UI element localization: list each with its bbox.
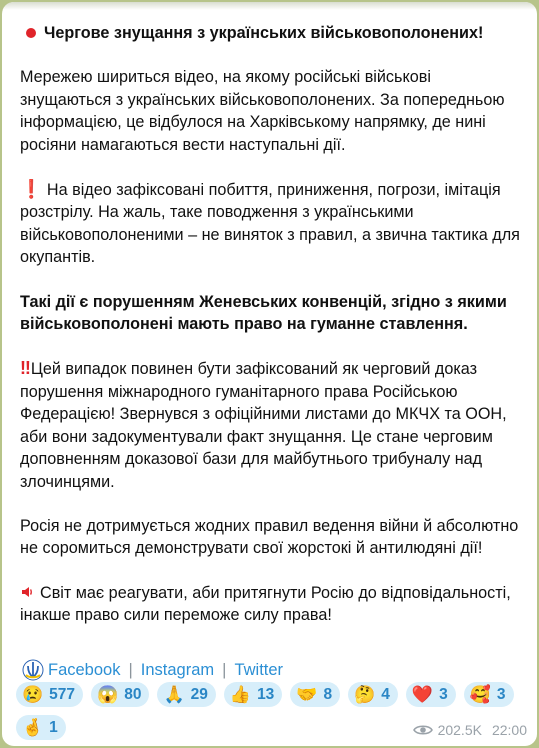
red-heart-icon: ❤️ <box>411 684 434 704</box>
post-title-line <box>20 22 525 44</box>
screaming-face-icon: 😱 <box>97 684 119 704</box>
reaction-count: 29 <box>190 685 208 703</box>
message-meta <box>413 722 527 738</box>
reaction-screaming[interactable] <box>91 682 149 707</box>
smiling-face-hearts-icon: 🥰 <box>469 684 491 704</box>
paragraph-2-container <box>20 178 525 269</box>
paragraph-2: На відео зафіксовані побиття, приниження, погрози, імітація розстрілу. На жаль, таке поводження з українськими військовополоненими – не виняток з правил, а звична тактика для окупантів. <box>20 181 520 267</box>
double-exclamation-icon: ‼ <box>20 358 29 379</box>
reaction-crying[interactable] <box>16 682 83 707</box>
reaction-count: 577 <box>49 685 76 703</box>
reaction-thumbs-up[interactable] <box>224 682 282 707</box>
paragraph-4-container <box>20 357 525 492</box>
separator: | <box>222 660 227 679</box>
message-text[interactable] <box>20 22 525 649</box>
view-count: 202.5K <box>437 722 482 738</box>
separator: | <box>128 660 133 679</box>
reaction-count: 80 <box>124 685 142 703</box>
trident-logo-icon <box>22 659 44 681</box>
eye-icon <box>413 723 433 737</box>
reaction-count: 1 <box>49 718 58 736</box>
reaction-count: 8 <box>323 685 333 703</box>
reaction-count: 3 <box>439 685 448 703</box>
facebook-link[interactable]: Facebook <box>48 660 121 679</box>
reaction-thinking[interactable] <box>348 682 398 707</box>
message-bubble <box>2 2 537 746</box>
paragraph-3: Такі дії є порушенням Женевських конвенцій, згідно з якими військовополонені мають право на гуманне ставлення. <box>20 292 507 334</box>
reaction-crossed-fingers[interactable] <box>16 715 66 740</box>
reaction-handshake[interactable] <box>290 682 340 707</box>
post-title: Чергове знущання з українських військовополонених! <box>44 24 484 42</box>
paragraph-6-container <box>20 582 525 627</box>
exclamation-icon: ❗ <box>20 179 43 200</box>
reaction-count: 3 <box>496 685 506 703</box>
reaction-heart[interactable] <box>406 682 456 707</box>
top-fade <box>2 2 537 10</box>
reaction-praying[interactable] <box>157 682 215 707</box>
twitter-link[interactable]: Twitter <box>234 660 284 679</box>
crossed-fingers-icon: 🤞 <box>22 717 44 737</box>
paragraph-5: Росія не дотримується жодних правил ведення війни й абсолютно не соромиться демонструвати свої жорстокі й антилюдяні дії! <box>20 516 519 558</box>
paragraph-6: Світ має реагувати, аби притягнути Росію до відповідальності, інакше право сили переможе силу права! <box>20 583 511 625</box>
reaction-smiling-hearts[interactable] <box>464 682 514 707</box>
crying-face-icon: 😢 <box>22 684 44 704</box>
paragraph-1: Мережею шириться відео, на якому російські військові знущаються з українських військовополонених. За попередньою інформацією, це відбулося на Харківському напрямку, де нині росіяни намагаються вести наступальні дії. <box>20 68 505 154</box>
social-links <box>22 658 283 682</box>
thumbs-up-icon: 👍 <box>229 684 252 704</box>
red-circle-icon <box>26 28 36 38</box>
reaction-count: 13 <box>257 685 275 703</box>
speaker-icon <box>20 585 34 599</box>
thinking-face-icon: 🤔 <box>354 684 376 704</box>
reaction-count: 4 <box>381 685 390 703</box>
instagram-link[interactable]: Instagram <box>140 660 215 679</box>
message-time: 22:00 <box>491 722 527 738</box>
paragraph-4: Цей випадок повинен бути зафіксований як черговий доказ порушення міжнародного гуманітарного права Російською Федерацією! Звернувся з офіційними листами до МКЧХ та ООН, аби вони задокументували факт знущання. Це стане черговим доповненням доказової бази для майбутнього трибуналу над злочинцями. <box>20 360 507 491</box>
handshake-icon: 🤝 <box>296 684 318 704</box>
praying-hands-icon: 🙏 <box>163 684 185 704</box>
